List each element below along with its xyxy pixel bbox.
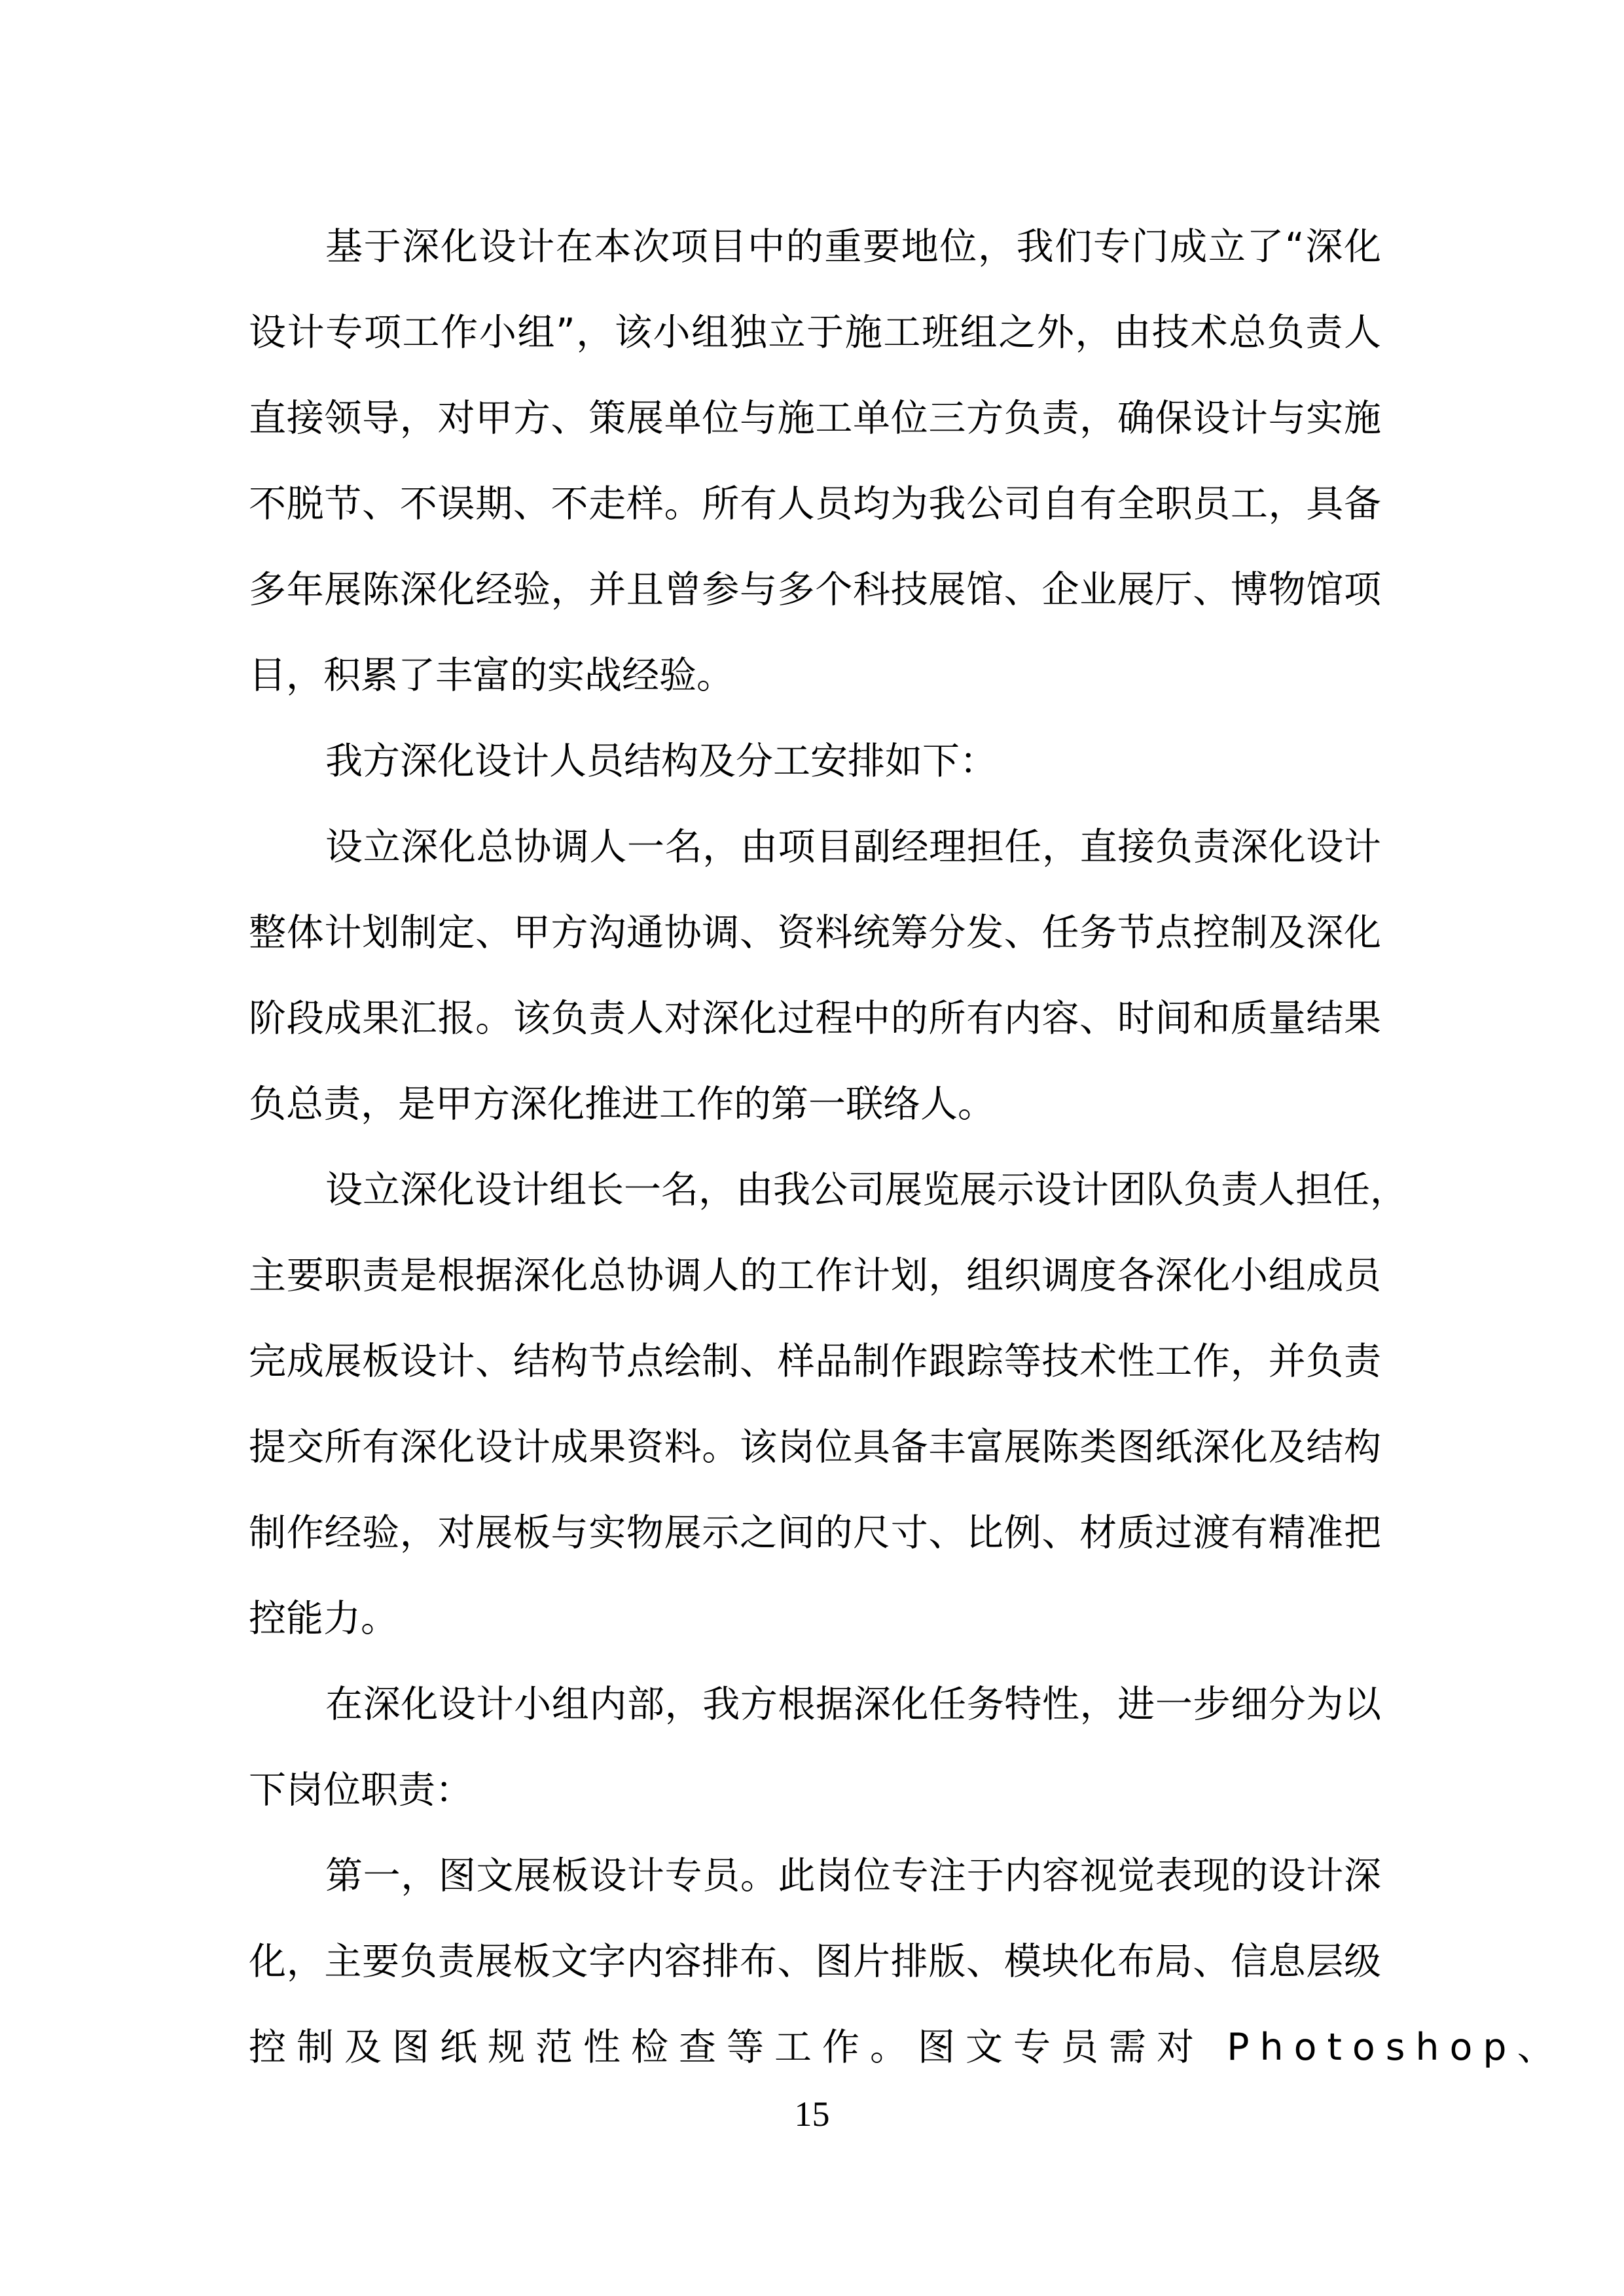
text-line: 提交所有深化设计成果资料。该岗位具备丰富展陈类图纸深化及结构 — [249, 1426, 1381, 1469]
text-line: 下岗位职责： — [249, 1768, 473, 1812]
text-line: 在深化设计小组内部，我方根据深化任务特性，进一步细分为以 — [325, 1683, 1381, 1726]
document-body — [249, 204, 1565, 2090]
page-number: 15 — [794, 2094, 830, 2134]
text-line: 完成展板设计、结构节点绘制、样品制作跟踪等技术性工作，并负责 — [249, 1340, 1381, 1383]
text-line: 多年展陈深化经验，并且曾参与多个科技展馆、企业展厅、博物馆项 — [249, 568, 1381, 611]
text-line: 控制及图纸规范性检查等工作。图文专员需对 Photoshop、 — [249, 2026, 1565, 2069]
text-line: 负总责，是甲方深化推进工作的第一联络人。 — [249, 1083, 995, 1126]
text-line: 第一，图文展板设计专员。此岗位专注于内容视觉表现的设计深 — [325, 1854, 1381, 1897]
text-line: 化，主要负责展板文字内容排布、图片排版、模块化布局、信息层级 — [249, 1940, 1381, 1983]
paragraph-coordinator — [249, 804, 1381, 1147]
text-line: 制作经验，对展板与实物展示之间的尺寸、比例、材质过渡有精准把 — [249, 1511, 1381, 1554]
text-line: 阶段成果汇报。该负责人对深化过程中的所有内容、时间和质量结果 — [249, 997, 1381, 1040]
text-line: 不脱节、不误期、不走样。所有人员均为我公司自有全职员工，具备 — [249, 482, 1381, 526]
text-line: 直接领导，对甲方、策展单位与施工单位三方负责，确保设计与实施 — [249, 397, 1381, 440]
text-line: 目，积累了丰富的实战经验。 — [249, 654, 734, 697]
paragraph-roles-intro — [249, 1662, 1381, 1833]
paragraph-team-intro — [249, 204, 1381, 719]
paragraph-structure-heading — [249, 719, 1381, 804]
text-line: 整体计划制定、甲方沟通协调、资料统筹分发、任务节点控制及深化 — [249, 911, 1381, 954]
text-line: 设立深化设计组长一名，由我公司展览展示设计团队负责人担任， — [325, 1168, 1407, 1211]
paragraph-graphic-designer — [249, 1833, 1565, 2090]
text-line: 设立深化总协调人一名，由项目副经理担任，直接负责深化设计 — [325, 825, 1381, 869]
text-line: 控能力。 — [249, 1597, 398, 1640]
text-line: 我方深化设计人员结构及分工安排如下： — [325, 740, 997, 783]
paragraph-team-leader — [249, 1147, 1407, 1662]
text-line: 设计专项工作小组”，该小组独立于施工班组之外，由技术总负责人 — [249, 311, 1381, 354]
text-line: 基于深化设计在本次项目中的重要地位，我们专门成立了“深化 — [325, 225, 1381, 268]
text-line: 主要职责是根据深化总协调人的工作计划，组织调度各深化小组成员 — [249, 1254, 1381, 1297]
